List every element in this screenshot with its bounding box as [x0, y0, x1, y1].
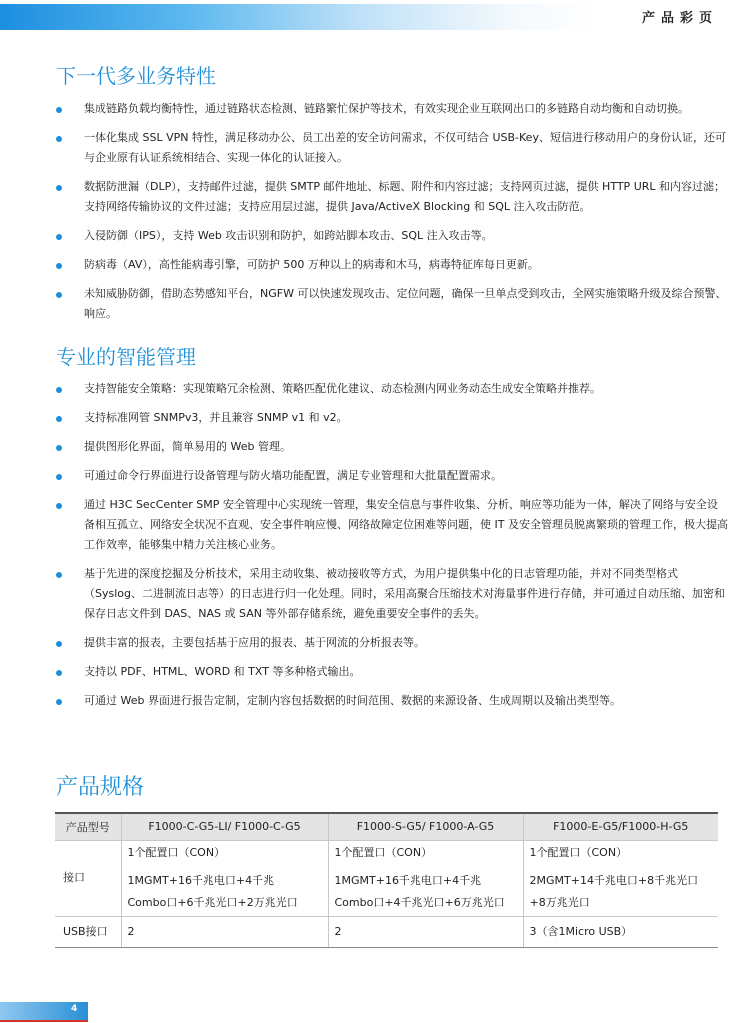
- cell-line: +8万兆光口: [529, 896, 590, 909]
- table-row: [55, 840, 718, 916]
- cell-line: 1个配置口（CON）: [529, 846, 628, 859]
- list-item: 通过 H3C SecCenter SMP 安全管理中心实现统一管理，集安全信息与事件收集、分析、响应等功能为一体，解决了网络与安全设备相互孤立、网络安全状况不直观、安全事件响应慢、网络故障定位困难等问题，使 IT 及安全管理员脱离繁琐的管理工作，极大提高工作效率，能够集中精力关注核心业务。: [56, 495, 728, 555]
- list-item: 基于先进的深度挖掘及分析技术，采用主动收集、被动接收等方式，为用户提供集中化的日志管理功能，并对不同类型格式（Syslog、二进制流日志等）的日志进行归一化处理。同时，采用高聚合压缩技术对海量事件进行存储，并可通过自动压缩、加密和保存日志文件到 DAS、NAS 或 SAN 等外部存储系统，避免重要安全事件的丢失。: [56, 564, 728, 624]
- table-header-cell: F1000-C-G5-LI/ F1000-C-G5: [121, 813, 328, 840]
- row-label: USB接口: [55, 916, 121, 947]
- cell-line: 1个配置口（CON）: [127, 846, 226, 859]
- feature-list-management: [56, 379, 728, 720]
- list-item: 提供图形化界面，简单易用的 Web 管理。: [56, 437, 728, 457]
- row-label: 接口: [55, 840, 121, 916]
- list-item: 入侵防御（IPS），支持 Web 攻击识别和防护，如跨站脚本攻击、SQL 注入攻击等。: [56, 226, 728, 246]
- list-item: 提供丰富的报表，主要包括基于应用的报表、基于网流的分析报表等。: [56, 633, 728, 653]
- list-item: 可通过命令行界面进行设备管理与防火墙功能配置，满足专业管理和大批量配置需求。: [56, 466, 728, 486]
- table-header-cell: 产品型号: [55, 813, 121, 840]
- page-number: 4: [71, 1004, 78, 1014]
- list-item: 支持智能安全策略：实现策略冗余检测、策略匹配优化建议、动态检测内网业务动态生成安全策略并推荐。: [56, 379, 728, 399]
- table-row: [55, 916, 718, 947]
- list-item: 支持标准网管 SNMPv3，并且兼容 SNMP v1 和 v2。: [56, 408, 728, 428]
- list-item: 集成链路负载均衡特性，通过链路状态检测、链路繁忙保护等技术，有效实现企业互联网出口的多链路自动均衡和自动切换。: [56, 99, 728, 119]
- list-item: 数据防泄漏（DLP），支持邮件过滤，提供 SMTP 邮件地址、标题、附件和内容过滤；支持网页过滤，提供 HTTP URL 和内容过滤；支持网络传输协议的文件过滤；支持应用层过滤，提供 Java/ActiveX Blocking 和 SQL 注入攻击防范。: [56, 177, 728, 217]
- list-item: 防病毒（AV），高性能病毒引擎，可防护 500 万种以上的病毒和木马，病毒特征库每日更新。: [56, 255, 728, 275]
- table-cell: 3（含1Micro USB）: [523, 916, 718, 947]
- cell-line: Combo口+4千兆光口+6万兆光口: [334, 896, 505, 909]
- header-label: 产品彩页: [641, 11, 718, 26]
- table-cell: [121, 840, 328, 916]
- table-cell: [523, 840, 718, 916]
- section-title-management: 专业的智能管理: [56, 345, 196, 369]
- section-title-multiservice: 下一代多业务特性: [56, 64, 216, 88]
- list-item: 支持以 PDF、HTML、WORD 和 TXT 等多种格式输出。: [56, 662, 728, 682]
- feature-list-multiservice: [56, 99, 728, 333]
- section-title-specs: 产品规格: [56, 775, 145, 800]
- spec-table: [55, 812, 718, 948]
- header-band: [0, 4, 750, 30]
- table-header-cell: F1000-E-G5/F1000-H-G5: [523, 813, 718, 840]
- cell-line: 2MGMT+14千兆电口+8千兆光口: [529, 874, 699, 887]
- list-item: 一体化集成 SSL VPN 特性，满足移动办公、员工出差的安全访问需求，不仅可结合 USB-Key、短信进行移动用户的身份认证，还可与企业原有认证系统相结合、实现一体化的认证接入。: [56, 128, 728, 168]
- list-item: 可通过 Web 界面进行报告定制，定制内容包括数据的时间范围、数据的来源设备、生成周期以及输出类型等。: [56, 691, 728, 711]
- cell-line: 1MGMT+16千兆电口+4千兆: [334, 874, 482, 887]
- cell-line: Combo口+6千兆光口+2万兆光口: [127, 896, 298, 909]
- table-header-row: [55, 813, 718, 840]
- table-cell: 2: [121, 916, 328, 947]
- footer-accent-line: [0, 1020, 88, 1022]
- cell-line: 1MGMT+16千兆电口+4千兆: [127, 874, 275, 887]
- list-item: 未知威胁防御，借助态势感知平台，NGFW 可以快速发现攻击、定位问题，确保一旦单点受到攻击，全网实施策略升级及综合预警、响应。: [56, 284, 728, 324]
- table-cell: [328, 840, 523, 916]
- cell-line: 1个配置口（CON）: [334, 846, 433, 859]
- table-cell: 2: [328, 916, 523, 947]
- table-header-cell: F1000-S-G5/ F1000-A-G5: [328, 813, 523, 840]
